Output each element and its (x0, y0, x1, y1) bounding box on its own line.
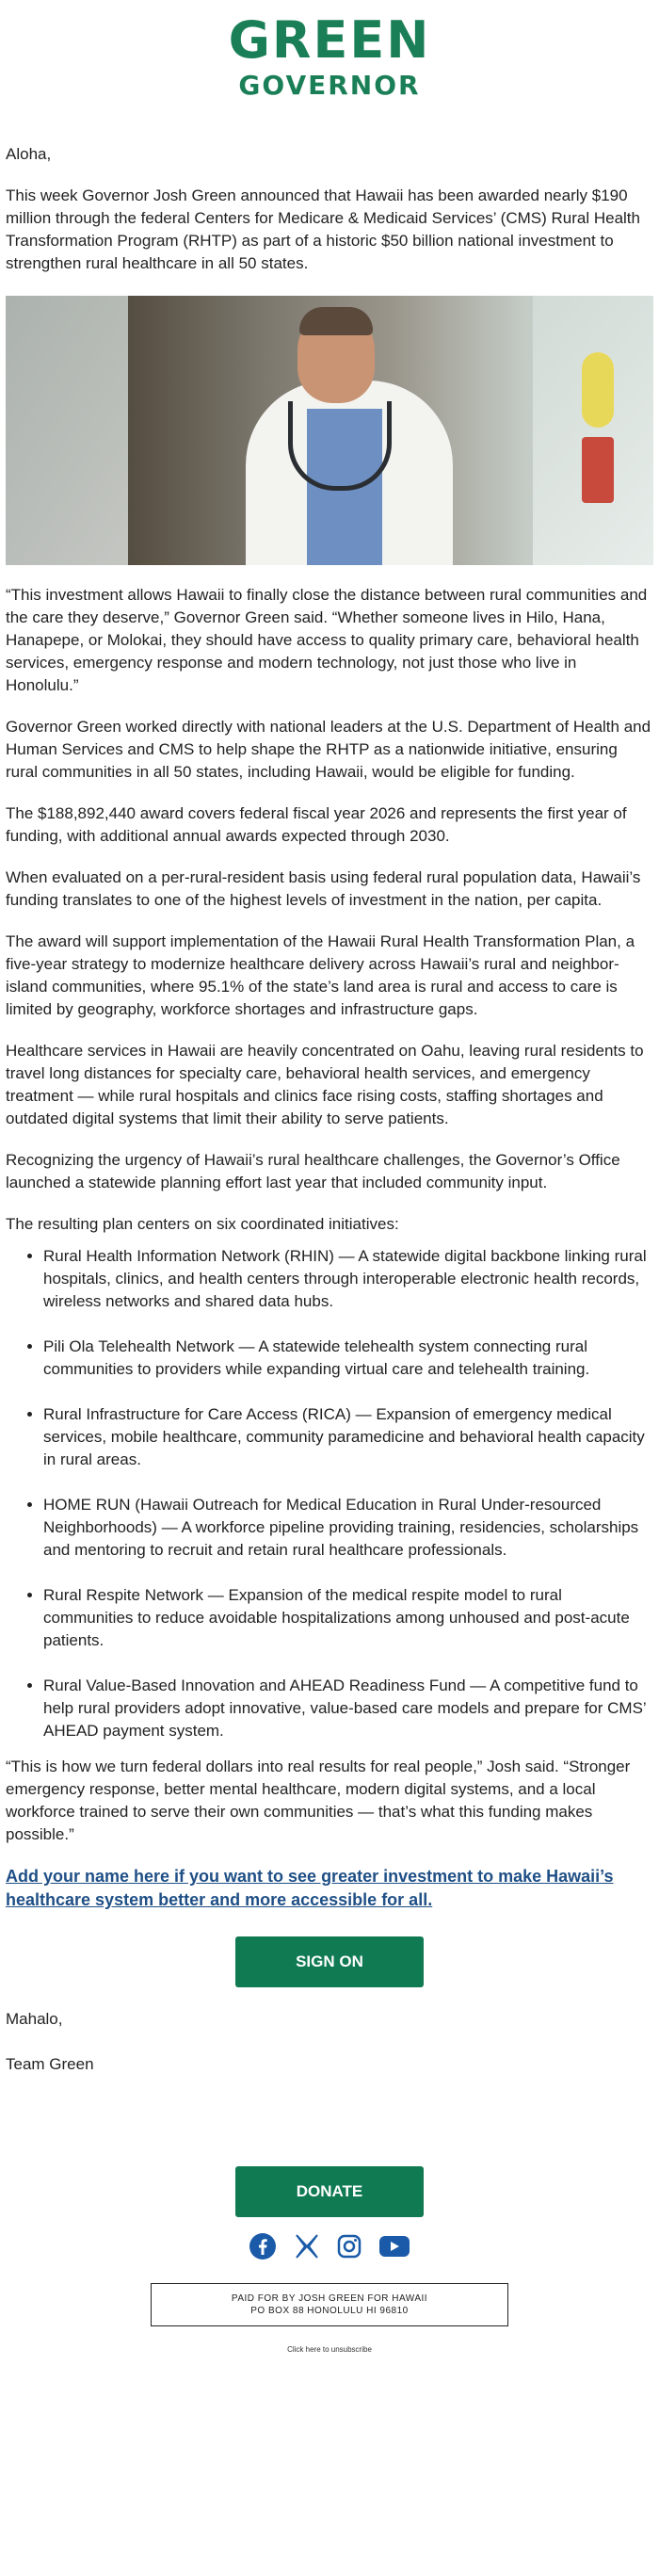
signoff: Mahalo, (6, 2010, 63, 2028)
list-item: • Rural Health Information Network (RHIN) — A statewide digital backbone linking rural hospitals, clinics, and health centers through interoperable electronic health records, wireless networks and shared data hubs. (43, 1245, 653, 1313)
photo-stethoscope (288, 401, 392, 491)
youtube-icon[interactable] (378, 2234, 410, 2263)
initiatives-list (6, 1245, 653, 1742)
doctor-photo (6, 296, 653, 565)
paragraph-urgency: Recognizing the urgency of Hawaii’s rural healthcare challenges, the Governor’s Office launched a statewide planning effort last year that included community input. (6, 1151, 620, 1191)
sign-on-button[interactable]: SIGN ON (235, 1936, 424, 1987)
green-governor-logo (0, 0, 659, 104)
add-your-name-link[interactable]: Add your name here if you want to see greater investment to make Hawaii’s healthcare system better and more accessible for all. (6, 1867, 614, 1909)
greeting: Aloha, (6, 145, 52, 163)
sign-on-wrap (6, 1936, 653, 1987)
paid-for-line-1: PAID FOR BY JOSH GREEN FOR HAWAII (231, 2293, 428, 2304)
facebook-icon[interactable] (249, 2232, 277, 2265)
paragraph-national-leaders: Governor Green worked directly with national leaders at the U.S. Department of Health and Human Services and CMS to help shape the RHTP as a nationwide initiative, ensuring rural communities in all 50 states, including Hawaii, would be eligible for funding. (6, 718, 651, 781)
social-links (0, 2232, 659, 2266)
closing-quote: “This is how we turn federal dollars into real results for real people,” Josh said. “Stronger emergency response, better mental healthcare, modern digital systems, and a local workforce trained to serve their own communities — that’s what this funding makes possible.” (6, 1758, 631, 1843)
email-body (0, 143, 659, 2076)
paragraph-oahu: Healthcare services in Hawaii are heavily concentrated on Oahu, leaving rural residents to travel long distances for specialty care, behavioral health services, and emergency treatment — while rural hospitals and clinics face rising costs, staffing shortages and outdated digital systems that limit their ability to serve patients. (6, 1042, 644, 1127)
paid-for-line-2: PO BOX 88 HONOLULU HI 96810 (250, 2306, 409, 2316)
paragraph-plan: The award will support implementation of the Hawaii Rural Health Transformation Plan, a five-year strategy to modernize healthcare delivery across Hawaii’s rural and neighbor-island communities, where 95.1% of the state’s land area is rural and access to care is limited by geography, workforce shortages and infrastructure gaps. (6, 932, 635, 1018)
paragraph-quote: “This investment allows Hawaii to finally close the distance between rural communities and the care they deserve,” Governor Green said. “Whether someone lives in Hilo, Hana, Hanapepe, or Molokai, they should have access to quality primary care, behavioral health services, emergency response and modern technology, not just those who live in Honolulu.” (6, 586, 648, 694)
donate-button[interactable]: DONATE (235, 2166, 424, 2217)
list-item: • Rural Infrastructure for Care Access (RICA) — Expansion of emergency medical services, mobile healthcare, community paramedicine and behavioral health capacity in rural areas. (43, 1403, 653, 1471)
x-icon[interactable] (293, 2232, 321, 2265)
photo-glass-right (533, 296, 653, 565)
list-item: • HOME RUN (Hawaii Outreach for Medical Education in Rural Under-resourced Neighborhoods) — A workforce pipeline providing training, residencies, scholarships and mentoring to recruit and retain rural healthcare professionals. (43, 1494, 653, 1562)
logo-line-governor: GOVERNOR (238, 70, 421, 101)
paragraph-initiatives-intro: The resulting plan centers on six coordinated initiatives: (6, 1215, 399, 1233)
paragraph-award: The $188,892,440 award covers federal fiscal year 2026 and represents the first year of funding, with additional annual awards expected through 2030. (6, 804, 627, 845)
list-item: • Rural Value-Based Innovation and AHEAD Readiness Fund — A competitive fund to help rural providers adopt innovative, value-based care models and prepare for CMS’ AHEAD payment system. (43, 1675, 653, 1742)
donate-wrap (0, 2166, 659, 2217)
intro-paragraph: This week Governor Josh Green announced that Hawaii has been awarded nearly $190 million through the federal Centers for Medicare & Medicaid Services’ (CMS) Rural Health Transformation Program (RHTP) as part of a historic $50 billion national investment to strengthen rural healthcare in all 50 states. (6, 186, 640, 272)
photo-hair (299, 307, 373, 335)
instagram-icon[interactable] (336, 2233, 362, 2264)
logo-line-green: GREEN (228, 10, 431, 70)
list-item: • Pili Ola Telehealth Network — A statewide telehealth system connecting rural communities to providers while expanding virtual care and telehealth training. (43, 1336, 653, 1381)
photo-sign-yellow (582, 352, 614, 428)
list-item: • Rural Respite Network — Expansion of the medical respite model to rural communities to reduce avoidable hospitalizations among unhoused and post-acute patients. (43, 1584, 653, 1652)
unsubscribe-link[interactable]: Click here to unsubscribe (287, 2345, 372, 2354)
signature: Team Green (6, 2055, 94, 2073)
paid-for-box (151, 2283, 508, 2326)
photo-sign-red (582, 437, 614, 503)
paragraph-per-capita: When evaluated on a per-rural-resident basis using federal rural population data, Hawaii’s funding translates to one of the highest levels of investment in the nation, per capita. (6, 868, 641, 909)
photo-glass-left (6, 296, 128, 565)
